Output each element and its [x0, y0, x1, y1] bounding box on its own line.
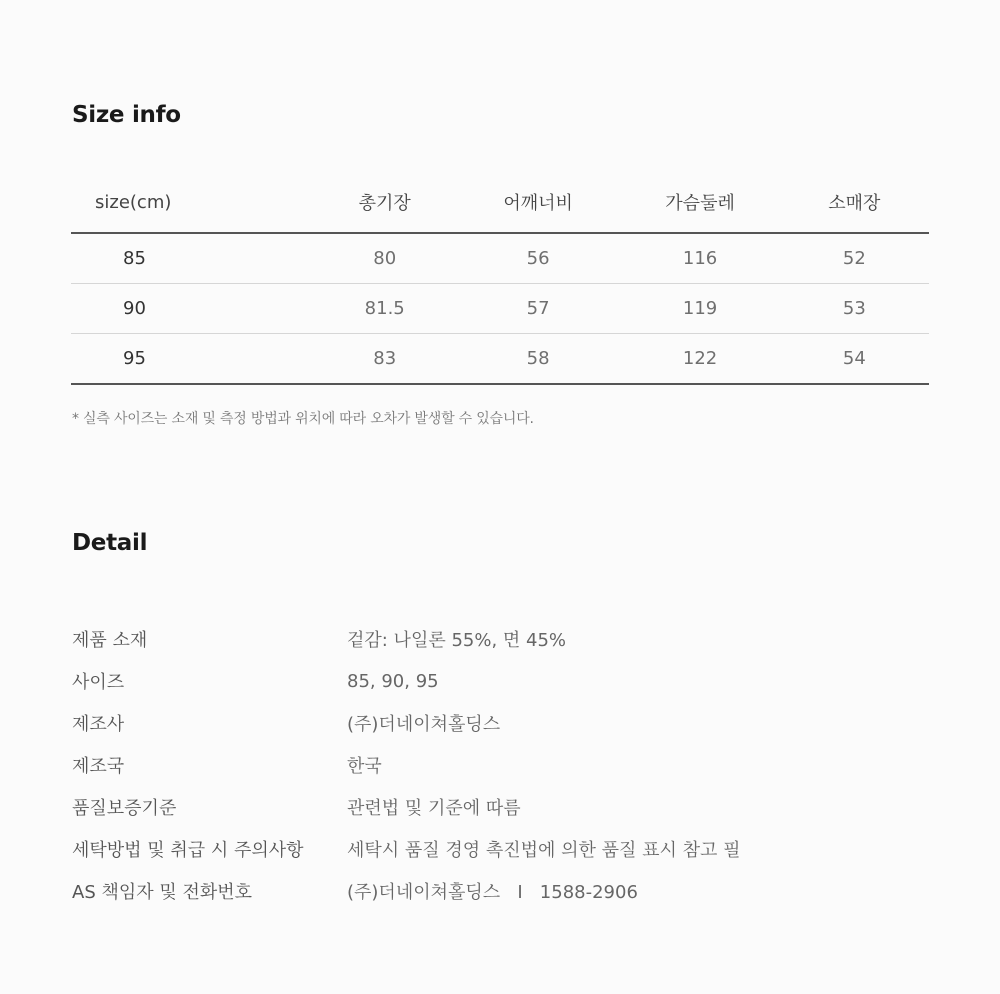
detail-title: Detail — [72, 530, 148, 556]
cell-shoulder-width: 57 — [456, 284, 621, 334]
detail-row-sizes — [72, 660, 932, 702]
detail-label: 제품 소재 — [72, 630, 148, 651]
cell-sleeve-length: 53 — [780, 284, 929, 334]
size-note: * 실측 사이즈는 소재 및 측정 방법과 위치에 따라 오차가 발생할 수 있습니다. — [72, 411, 534, 427]
detail-row-quality — [72, 786, 932, 828]
size-info-title: Size info — [72, 102, 181, 128]
cell-total-length: 83 — [314, 334, 456, 385]
cell-chest: 122 — [620, 334, 779, 385]
cell-size: 95 — [71, 334, 314, 385]
detail-label: 제조국 — [72, 756, 125, 777]
cell-shoulder-width: 56 — [456, 233, 621, 284]
cell-sleeve-length: 54 — [780, 334, 929, 385]
detail-list — [72, 618, 932, 912]
size-table-header-row — [71, 172, 929, 233]
detail-value: 85, 90, 95 — [347, 670, 439, 692]
detail-row-country — [72, 744, 932, 786]
table-row — [71, 233, 929, 284]
header-chest: 가슴둘레 — [620, 172, 779, 233]
detail-row-material — [72, 618, 932, 660]
cell-sleeve-length: 52 — [780, 233, 929, 284]
detail-row-care — [72, 828, 932, 870]
cell-chest: 116 — [620, 233, 779, 284]
table-row — [71, 334, 929, 385]
table-row — [71, 284, 929, 334]
cell-total-length: 80 — [314, 233, 456, 284]
detail-row-manufacturer — [72, 702, 932, 744]
header-shoulder-width: 어깨너비 — [456, 172, 621, 233]
header-sleeve-length: 소매장 — [780, 172, 929, 233]
size-table — [71, 172, 929, 385]
detail-value: 한국 — [347, 756, 382, 777]
header-size: size(cm) — [71, 172, 314, 233]
cell-total-length: 81.5 — [314, 284, 456, 334]
detail-value: 겉감: 나일론 55%, 면 45% — [347, 630, 567, 651]
detail-label: 품질보증기준 — [72, 798, 177, 819]
detail-label: 세탁방법 및 취급 시 주의사항 — [72, 840, 304, 861]
detail-value: (주)더네이쳐홀딩스 — [347, 714, 501, 735]
detail-label: 사이즈 — [72, 672, 125, 693]
cell-size: 90 — [71, 284, 314, 334]
detail-label: 제조사 — [72, 714, 125, 735]
header-total-length: 총기장 — [314, 172, 456, 233]
detail-value: 세탁시 품질 경영 촉진법에 의한 품질 표시 참고 필 — [347, 840, 741, 861]
cell-shoulder-width: 58 — [456, 334, 621, 385]
detail-row-as-contact — [72, 870, 932, 912]
cell-chest: 119 — [620, 284, 779, 334]
detail-value: 관련법 및 기준에 따름 — [347, 798, 521, 819]
detail-label: AS 책임자 및 전화번호 — [72, 882, 253, 903]
detail-value: (주)더네이쳐홀딩스 I 1588-2906 — [347, 882, 638, 903]
cell-size: 85 — [71, 233, 314, 284]
